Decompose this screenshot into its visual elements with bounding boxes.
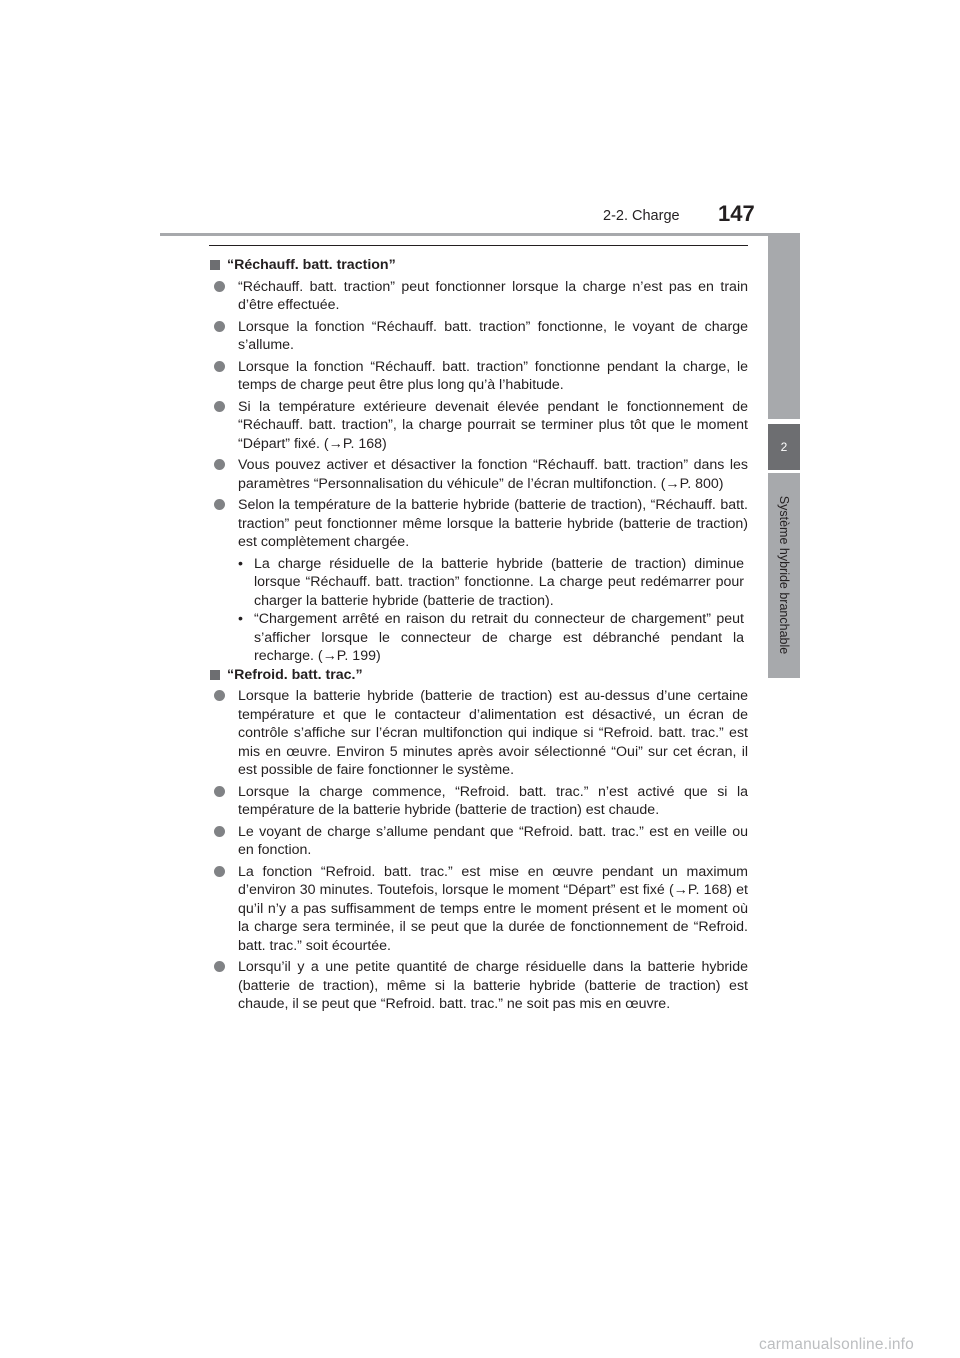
circle-bullet-icon bbox=[214, 321, 225, 332]
list-item bbox=[210, 398, 748, 454]
square-bullet-icon bbox=[210, 260, 220, 270]
list-item-text: Lorsque la charge commence, “Refroid. batt. trac.” n’est activé que si la température de la batterie hybride (batterie de traction) est chaude. bbox=[238, 783, 748, 818]
sub-list-item bbox=[210, 610, 748, 666]
list-item-text: Lorsqu’il y a une petite quantité de charge résiduelle dans la batterie hybride (batterie de traction), même si la batterie hybride (batterie de traction) est chaude, il se peut que “Refroid. batt. trac.” ne soit pas mis en œuvre. bbox=[238, 959, 748, 1012]
circle-bullet-icon bbox=[214, 361, 225, 372]
page-content bbox=[210, 256, 748, 1017]
list-item-text: La fonction “Refroid. batt. trac.” est mise en œuvre pendant un maximum d’environ 30 minutes. Toutefois, lorsque le moment “Départ” est fixé (→P. 168) et qu’il n’y a pas suffisamment de temps entre le moment présent et le moment où la charge sera terminée, il se peut que la durée de fonctionnement de “Refroid. batt. trac.” soit écourtée. bbox=[238, 863, 748, 954]
chapter-title: Système hybride branchable bbox=[777, 495, 791, 655]
list-item bbox=[210, 496, 748, 552]
section-label: 2-2. Charge bbox=[603, 208, 680, 224]
section-heading bbox=[210, 256, 748, 275]
circle-bullet-icon bbox=[214, 826, 225, 837]
header-rule bbox=[160, 233, 800, 236]
page-number: 147 bbox=[718, 201, 755, 226]
list-item bbox=[210, 783, 748, 820]
section-heading-text: “Réchauff. batt. traction” bbox=[227, 257, 396, 273]
list-item bbox=[210, 958, 748, 1014]
chapter-number-tab: 2 bbox=[768, 424, 800, 470]
circle-bullet-icon bbox=[214, 786, 225, 797]
list-item-text: Selon la température de la batterie hybride (batterie de traction), “Réchauff. batt. traction” peut fonctionner même lorsque la batterie hybride (batterie de traction) est complètement chargée. bbox=[238, 497, 748, 550]
small-bullet-icon: • bbox=[238, 555, 243, 572]
list-item-text: Vous pouvez activer et désactiver la fonction “Réchauff. batt. traction” dans les paramètres “Personnalisation du véhicule” de l’écran multifonction. (→P. 800) bbox=[238, 457, 748, 492]
section-heading-text: “Refroid. batt. trac.” bbox=[227, 666, 363, 683]
circle-bullet-icon bbox=[214, 866, 225, 877]
list-item bbox=[210, 823, 748, 860]
list-item bbox=[210, 863, 748, 956]
sub-list-item-text: “Chargement arrêté en raison du retrait du connecteur de chargement” peut s’afficher lorsque le connecteur de charge est débranché pendant la recharge. (→P. 199) bbox=[254, 611, 744, 664]
list-item bbox=[210, 318, 748, 355]
list-item-text: Lorsque la fonction “Réchauff. batt. traction” fonctionne pendant la charge, le temps de charge peut être plus long qu’à l’habitude. bbox=[238, 358, 748, 393]
side-tab-top bbox=[768, 233, 800, 419]
small-bullet-icon: • bbox=[238, 611, 243, 627]
circle-bullet-icon bbox=[214, 690, 225, 701]
circle-bullet-icon bbox=[214, 459, 225, 470]
list-item bbox=[210, 687, 748, 780]
section-heading bbox=[210, 666, 748, 685]
list-item bbox=[210, 456, 748, 493]
list-item bbox=[210, 278, 748, 315]
content-rule bbox=[209, 245, 748, 246]
circle-bullet-icon bbox=[214, 499, 225, 510]
watermark: carmanualsonline.info bbox=[759, 1336, 914, 1353]
list-item-text: “Réchauff. batt. traction” peut fonctionner lorsque la charge n’est pas en train d’être effectuée. bbox=[238, 278, 748, 313]
circle-bullet-icon bbox=[214, 961, 225, 972]
sub-list-item-text: La charge résiduelle de la batterie hybride (batterie de traction) diminue lorsque “Réchauff. batt. traction” fonctionne. La charge peut redémarrer pour charger la batterie hybride (batterie de traction). bbox=[254, 555, 744, 609]
list-item-text: Si la température extérieure devenait élevée pendant le fonctionnement de “Réchauff. batt. traction”, la charge pourrait se terminer plus tôt que le moment “Départ” fixé. (→P. 168) bbox=[238, 398, 748, 452]
list-item-text: Le voyant de charge s’allume pendant que “Refroid. batt. trac.” est en veille ou en fonction. bbox=[238, 823, 748, 858]
list-item bbox=[210, 358, 748, 395]
square-bullet-icon bbox=[210, 670, 220, 680]
circle-bullet-icon bbox=[214, 281, 225, 292]
list-item-text: Lorsque la fonction “Réchauff. batt. traction” fonctionne, le voyant de charge s’allume. bbox=[238, 318, 748, 353]
circle-bullet-icon bbox=[214, 401, 225, 412]
sub-list-item bbox=[210, 555, 748, 611]
list-item-text: Lorsque la batterie hybride (batterie de traction) est au-dessus d’une certaine température et que le contacteur d’alimentation est désactivé, un écran de contrôle s’affiche sur l’écran multifonction qui indique si “Refroid. batt. trac.” est mis en œuvre. Environ 5 minutes après avoir sélectionné “Oui” sur cet écran, il est possible de faire fonctionner le système. bbox=[238, 688, 748, 778]
